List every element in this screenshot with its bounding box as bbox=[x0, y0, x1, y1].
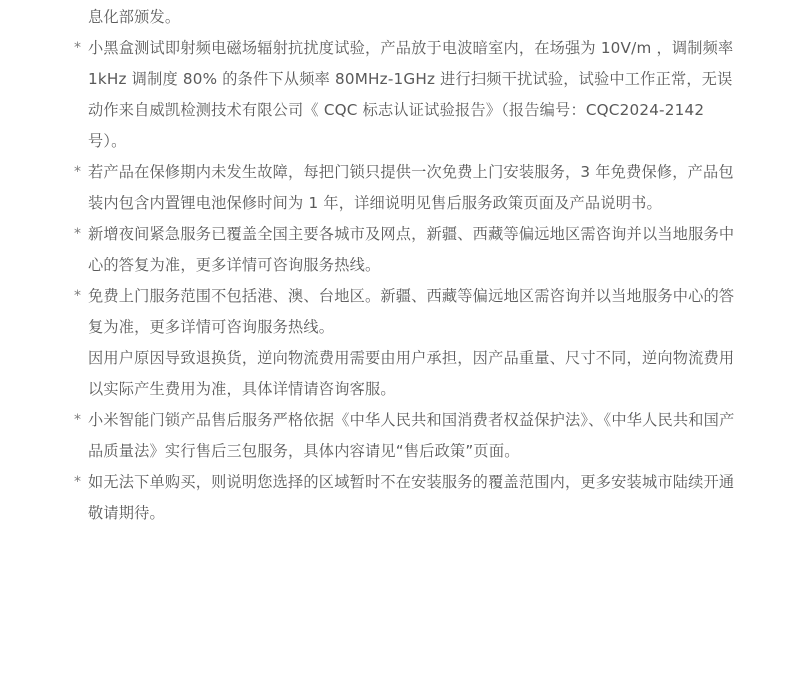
bullet-marker: * bbox=[74, 474, 82, 490]
note-text: 因用户原因导致退换货，逆向物流费用需要由用户承担，因产品重量、尺寸不同，逆向物流费用以实际产生费用为准，具体详情请咨询客服。 bbox=[88, 349, 735, 398]
note-item bbox=[0, 281, 790, 343]
note-item bbox=[0, 219, 790, 281]
note-item bbox=[0, 33, 790, 157]
bullet-marker: * bbox=[74, 164, 82, 180]
note-text: 小黑盒测试即射频电磁场辐射抗扰度试验，产品放于电波暗室内，在场强为 10V/m ，调制频率 1kHz 调制度 80% 的条件下从频率 80MHz-1GHz 进行扫频干扰试验，试验中工作正常，无误动作来自威凯检测技术有限公司《 CQC 标志认证试验报告》（报告编号：CQC2024-2142 号）。 bbox=[88, 39, 734, 150]
note-text: 息化部颁发。 bbox=[88, 8, 181, 26]
bullet-marker: * bbox=[74, 288, 82, 304]
note-text: 若产品在保修期内未发生故障，每把门锁只提供一次免费上门安装服务，3 年免费保修，产品包装内包含内置锂电池保修时间为 1 年，详细说明见售后服务政策页面及产品说明书。 bbox=[88, 163, 734, 212]
note-item bbox=[0, 405, 790, 467]
bullet-marker: * bbox=[74, 412, 82, 428]
bullet-marker: * bbox=[74, 226, 82, 242]
note-item bbox=[0, 2, 790, 33]
note-text: 小米智能门锁产品售后服务严格依据《中华人民共和国消费者权益保护法》、《中华人民共和国产品质量法》实行售后三包服务，具体内容请见“售后政策”页面。 bbox=[88, 411, 735, 460]
note-item bbox=[0, 467, 790, 529]
bullet-marker: * bbox=[74, 40, 82, 56]
note-item bbox=[0, 343, 790, 405]
note-text: 免费上门服务范围不包括港、澳、台地区。新疆、西藏等偏远地区需咨询并以当地服务中心的答复为准，更多详情可咨询服务热线。 bbox=[88, 287, 735, 336]
note-text: 如无法下单购买，则说明您选择的区域暂时不在安装服务的覆盖范围内，更多安装城市陆续开通敬请期待。 bbox=[88, 473, 735, 522]
note-item bbox=[0, 157, 790, 219]
note-text: 新增夜间紧急服务已覆盖全国主要各城市及网点，新疆、西藏等偏远地区需咨询并以当地服务中心的答复为准，更多详情可咨询服务热线。 bbox=[88, 225, 735, 274]
